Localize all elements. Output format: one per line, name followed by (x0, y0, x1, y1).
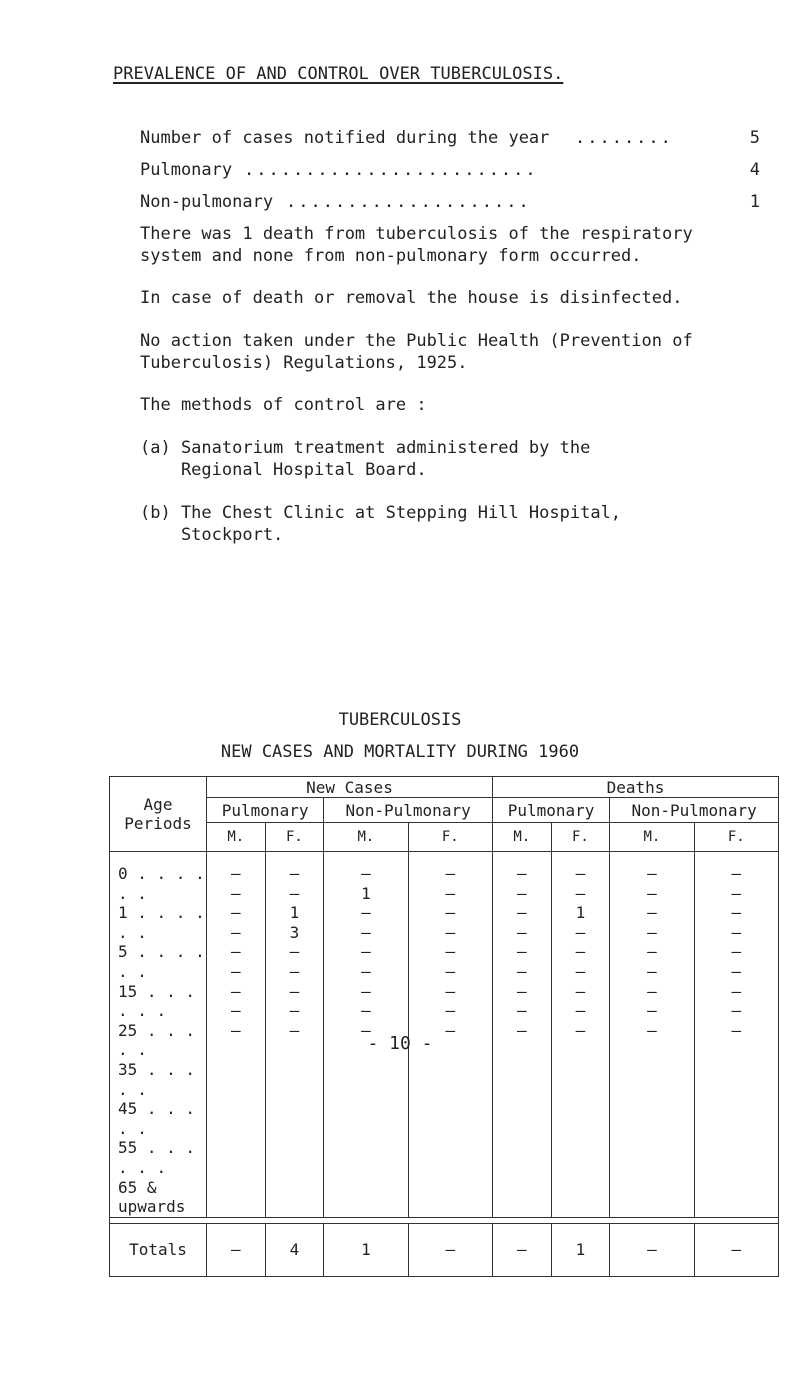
total-cell: – (207, 1223, 266, 1276)
table-subtitle: NEW CASES AND MORTALITY DURING 1960 (220, 742, 580, 762)
cell: – (445, 922, 456, 942)
col-female-header: F. (265, 823, 324, 852)
cell: – (516, 981, 527, 1001)
cell: – (361, 922, 371, 942)
cell: – (731, 903, 742, 923)
page-title: PREVALENCE OF AND CONTROL OVER TUBERCULOSIS. (113, 64, 564, 84)
cell: – (230, 864, 241, 883)
summary-label: Number of cases notified during the year (140, 128, 550, 148)
cell: 1 (361, 883, 371, 903)
cell: – (361, 864, 371, 883)
summary-dots: ........................ (244, 160, 538, 180)
cell: – (516, 942, 527, 962)
total-cell: 4 (265, 1223, 324, 1276)
age-period: 35 . . . . . (118, 1059, 196, 1099)
age-period: 1 . . . . . . (118, 903, 205, 942)
cell: – (230, 1020, 241, 1040)
cell: – (516, 922, 527, 942)
cell: – (445, 1001, 456, 1021)
cell: – (230, 903, 241, 923)
tuberculosis-table (109, 776, 779, 1277)
cell: – (647, 961, 657, 981)
age-periods-header: Age Periods (110, 777, 207, 852)
cell: – (230, 883, 241, 903)
cell: – (575, 961, 586, 981)
cell: – (445, 981, 456, 1001)
cell: – (647, 903, 657, 923)
cell: 3 (289, 922, 300, 942)
summary-value: 1 (749, 192, 760, 212)
summary-row-non-pulmonary (140, 192, 760, 216)
cell: – (230, 961, 241, 981)
cell: – (361, 1020, 371, 1040)
paragraph-death: There was 1 death from tuberculosis of the respiratory system and none from non-pulmonary form occurred. (140, 224, 693, 266)
deaths-non-pulmonary-header: Non-Pulmonary (610, 798, 779, 823)
deaths-header: Deaths (492, 777, 778, 798)
cell: – (647, 864, 657, 883)
cell: – (516, 961, 527, 981)
cell: – (361, 1001, 371, 1021)
cell: – (361, 961, 371, 981)
cell: – (230, 942, 241, 962)
cell: – (289, 961, 300, 981)
col-male-header: M. (324, 823, 408, 852)
col-female-header: F. (694, 823, 778, 852)
cell: – (575, 942, 586, 962)
cell: – (575, 1001, 586, 1021)
cell: – (445, 961, 456, 981)
cell: – (575, 883, 586, 903)
cell: – (289, 864, 300, 883)
cell: – (289, 1020, 300, 1040)
cell: – (731, 981, 742, 1001)
age-period: 45 . . . . . (118, 1099, 196, 1138)
cell: – (575, 864, 586, 883)
cell: – (516, 1001, 527, 1021)
cell: – (516, 903, 527, 923)
age-period: 15 . . . . . . (118, 981, 196, 1021)
summary-dots: ........ (575, 128, 673, 148)
summary-label: Non-pulmonary (140, 192, 274, 212)
cell: – (289, 942, 300, 962)
cell: – (731, 942, 742, 962)
total-cell: 1 (551, 1223, 610, 1276)
cell: – (230, 981, 241, 1001)
cell: – (445, 942, 456, 962)
summary-dots: .................... (286, 192, 531, 212)
new-pulmonary-header: Pulmonary (207, 798, 324, 823)
cell: – (289, 883, 300, 903)
cell: – (731, 864, 742, 883)
age-period: 25 . . . . . (118, 1020, 196, 1060)
table-title: TUBERCULOSIS (338, 710, 462, 730)
cell: – (230, 1001, 241, 1021)
paragraph-disinfection: In case of death or removal the house is disinfected. (140, 288, 683, 308)
total-cell: – (694, 1223, 778, 1276)
total-cell: – (408, 1223, 492, 1276)
cell: – (230, 922, 241, 942)
cell: – (647, 942, 657, 962)
cell: – (445, 864, 456, 883)
cell: – (289, 981, 300, 1001)
summary-label: Pulmonary (140, 160, 233, 180)
deaths-pulmonary-header: Pulmonary (492, 798, 609, 823)
cell: – (731, 1001, 742, 1021)
total-cell: – (492, 1223, 551, 1276)
cell: – (731, 922, 742, 942)
age-period: 65 & upwards (118, 1177, 186, 1217)
col-male-header: M. (207, 823, 266, 852)
total-cell: – (610, 1223, 694, 1276)
cell: – (445, 1020, 456, 1040)
col-female-header: F. (551, 823, 610, 852)
cell: – (445, 883, 456, 903)
page-number: - 10 - (367, 1033, 433, 1054)
cell: – (647, 1020, 657, 1040)
cell: – (289, 1001, 300, 1021)
cell: – (647, 922, 657, 942)
cell: – (731, 961, 742, 981)
cell: – (575, 1020, 586, 1040)
col-female-header: F. (408, 823, 492, 852)
summary-value: 4 (749, 160, 760, 180)
cell: – (361, 942, 371, 962)
total-cell: 1 (324, 1223, 408, 1276)
summary-value: 5 (749, 128, 760, 148)
age-period: 0 . . . . . . (118, 864, 205, 903)
paragraph-method-b: (b) The Chest Clinic at Stepping Hill Hospital, Stockport. (140, 503, 622, 545)
cell: – (647, 883, 657, 903)
summary-row-pulmonary (140, 160, 760, 184)
cell: – (361, 903, 371, 923)
cell: 1 (575, 903, 586, 923)
age-period: 55 . . . . . . (118, 1138, 196, 1177)
summary-row-total (140, 128, 760, 152)
new-non-pulmonary-header: Non-Pulmonary (324, 798, 493, 823)
col-male-header: M. (492, 823, 551, 852)
cell: – (731, 883, 742, 903)
col-male-header: M. (610, 823, 694, 852)
cell: – (647, 981, 657, 1001)
totals-label: Totals (110, 1223, 207, 1276)
cell: – (575, 922, 586, 942)
age-period: 5 . . . . . . (118, 942, 205, 981)
cell: – (516, 1020, 527, 1040)
paragraph-regulations: No action taken under the Public Health (Prevention of Tuberculosis) Regulations, 1925. (140, 331, 693, 373)
paragraph-method-a: (a) Sanatorium treatment administered by the Regional Hospital Board. (140, 438, 591, 480)
cell: – (647, 1001, 657, 1021)
cell: – (516, 883, 527, 903)
cell: – (731, 1020, 742, 1040)
cell: – (445, 903, 456, 923)
cell: – (516, 864, 527, 883)
new-cases-header: New Cases (207, 777, 493, 798)
cell: – (575, 981, 586, 1001)
cell: – (361, 981, 371, 1001)
paragraph-methods: The methods of control are : (140, 395, 427, 415)
cell: 1 (289, 903, 300, 923)
totals-row (110, 1223, 779, 1276)
